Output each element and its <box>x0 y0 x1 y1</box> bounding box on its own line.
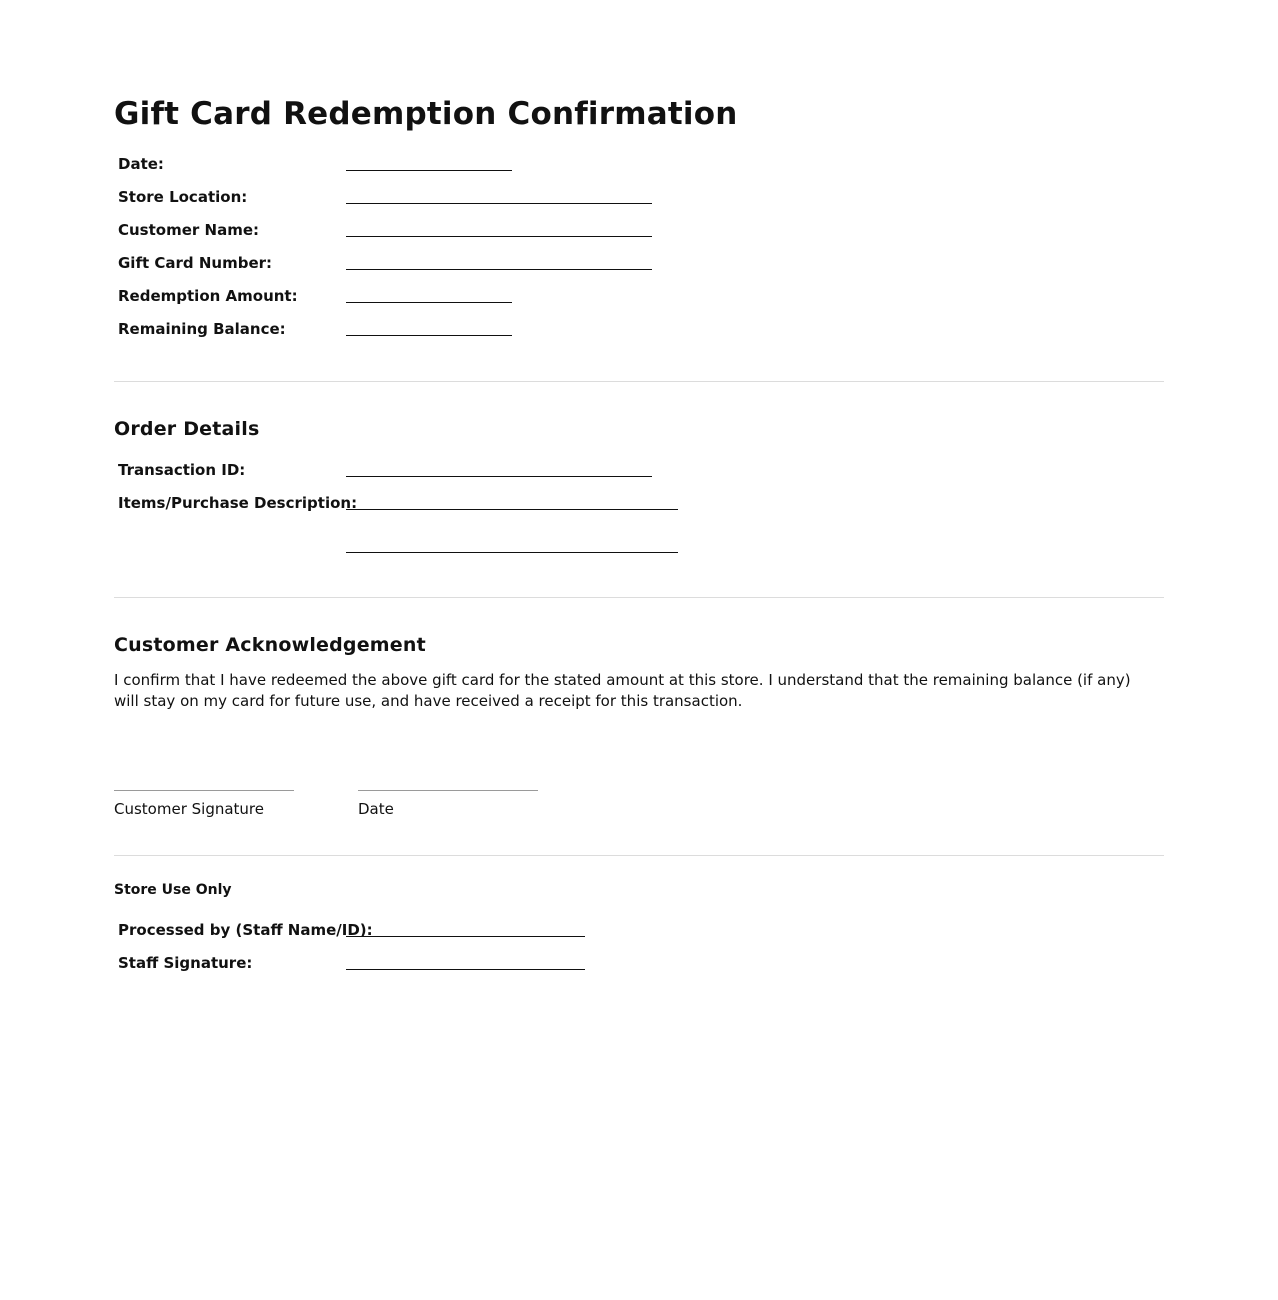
field-label: Remaining Balance: <box>118 320 286 338</box>
field-label: Store Location: <box>118 188 248 206</box>
customer-signature-line[interactable] <box>114 790 294 791</box>
gift-card-number-input-line[interactable] <box>346 269 652 270</box>
field-label: Items/Purchase Description: <box>118 494 358 512</box>
customer-signature-block <box>114 790 294 818</box>
section-divider <box>114 855 1164 856</box>
store-location-input-line[interactable] <box>346 203 652 204</box>
transaction-id-input-line[interactable] <box>346 476 652 477</box>
redemption-amount-input-line[interactable] <box>346 302 512 303</box>
remaining-balance-input-line[interactable] <box>346 335 512 336</box>
order-details-heading: Order Details <box>114 418 260 440</box>
items-description-input-line-2[interactable] <box>346 552 678 553</box>
acknowledgement-text: I confirm that I have redeemed the above gift card for the stated amount at this store. I understand that the remaining balance (if any) will stay on my card for future use, and have received a receipt for this transaction. <box>114 671 1131 710</box>
signature-date-block <box>358 790 538 818</box>
field-label: Processed by (Staff Name/ID): <box>118 921 373 939</box>
signature-date-line[interactable] <box>358 790 538 791</box>
field-label: Staff Signature: <box>118 954 253 972</box>
page-title: Gift Card Redemption Confirmation <box>114 96 738 132</box>
customer-signature-caption: Customer Signature <box>114 800 264 818</box>
staff-signature-input-line[interactable] <box>346 969 585 970</box>
store-use-heading: Store Use Only <box>114 882 232 898</box>
section-divider <box>114 381 1164 382</box>
date-input-line[interactable] <box>346 170 512 171</box>
signature-date-caption: Date <box>358 800 394 818</box>
field-label: Gift Card Number: <box>118 254 273 272</box>
acknowledgement-heading: Customer Acknowledgement <box>114 634 426 656</box>
field-label: Transaction ID: <box>118 461 246 479</box>
field-label: Date: <box>118 155 164 173</box>
customer-name-input-line[interactable] <box>346 236 652 237</box>
items-description-input-line[interactable] <box>346 509 678 510</box>
section-divider <box>114 597 1164 598</box>
field-label: Customer Name: <box>118 221 259 239</box>
processed-by-input-line[interactable] <box>346 936 585 937</box>
field-label: Redemption Amount: <box>118 287 298 305</box>
